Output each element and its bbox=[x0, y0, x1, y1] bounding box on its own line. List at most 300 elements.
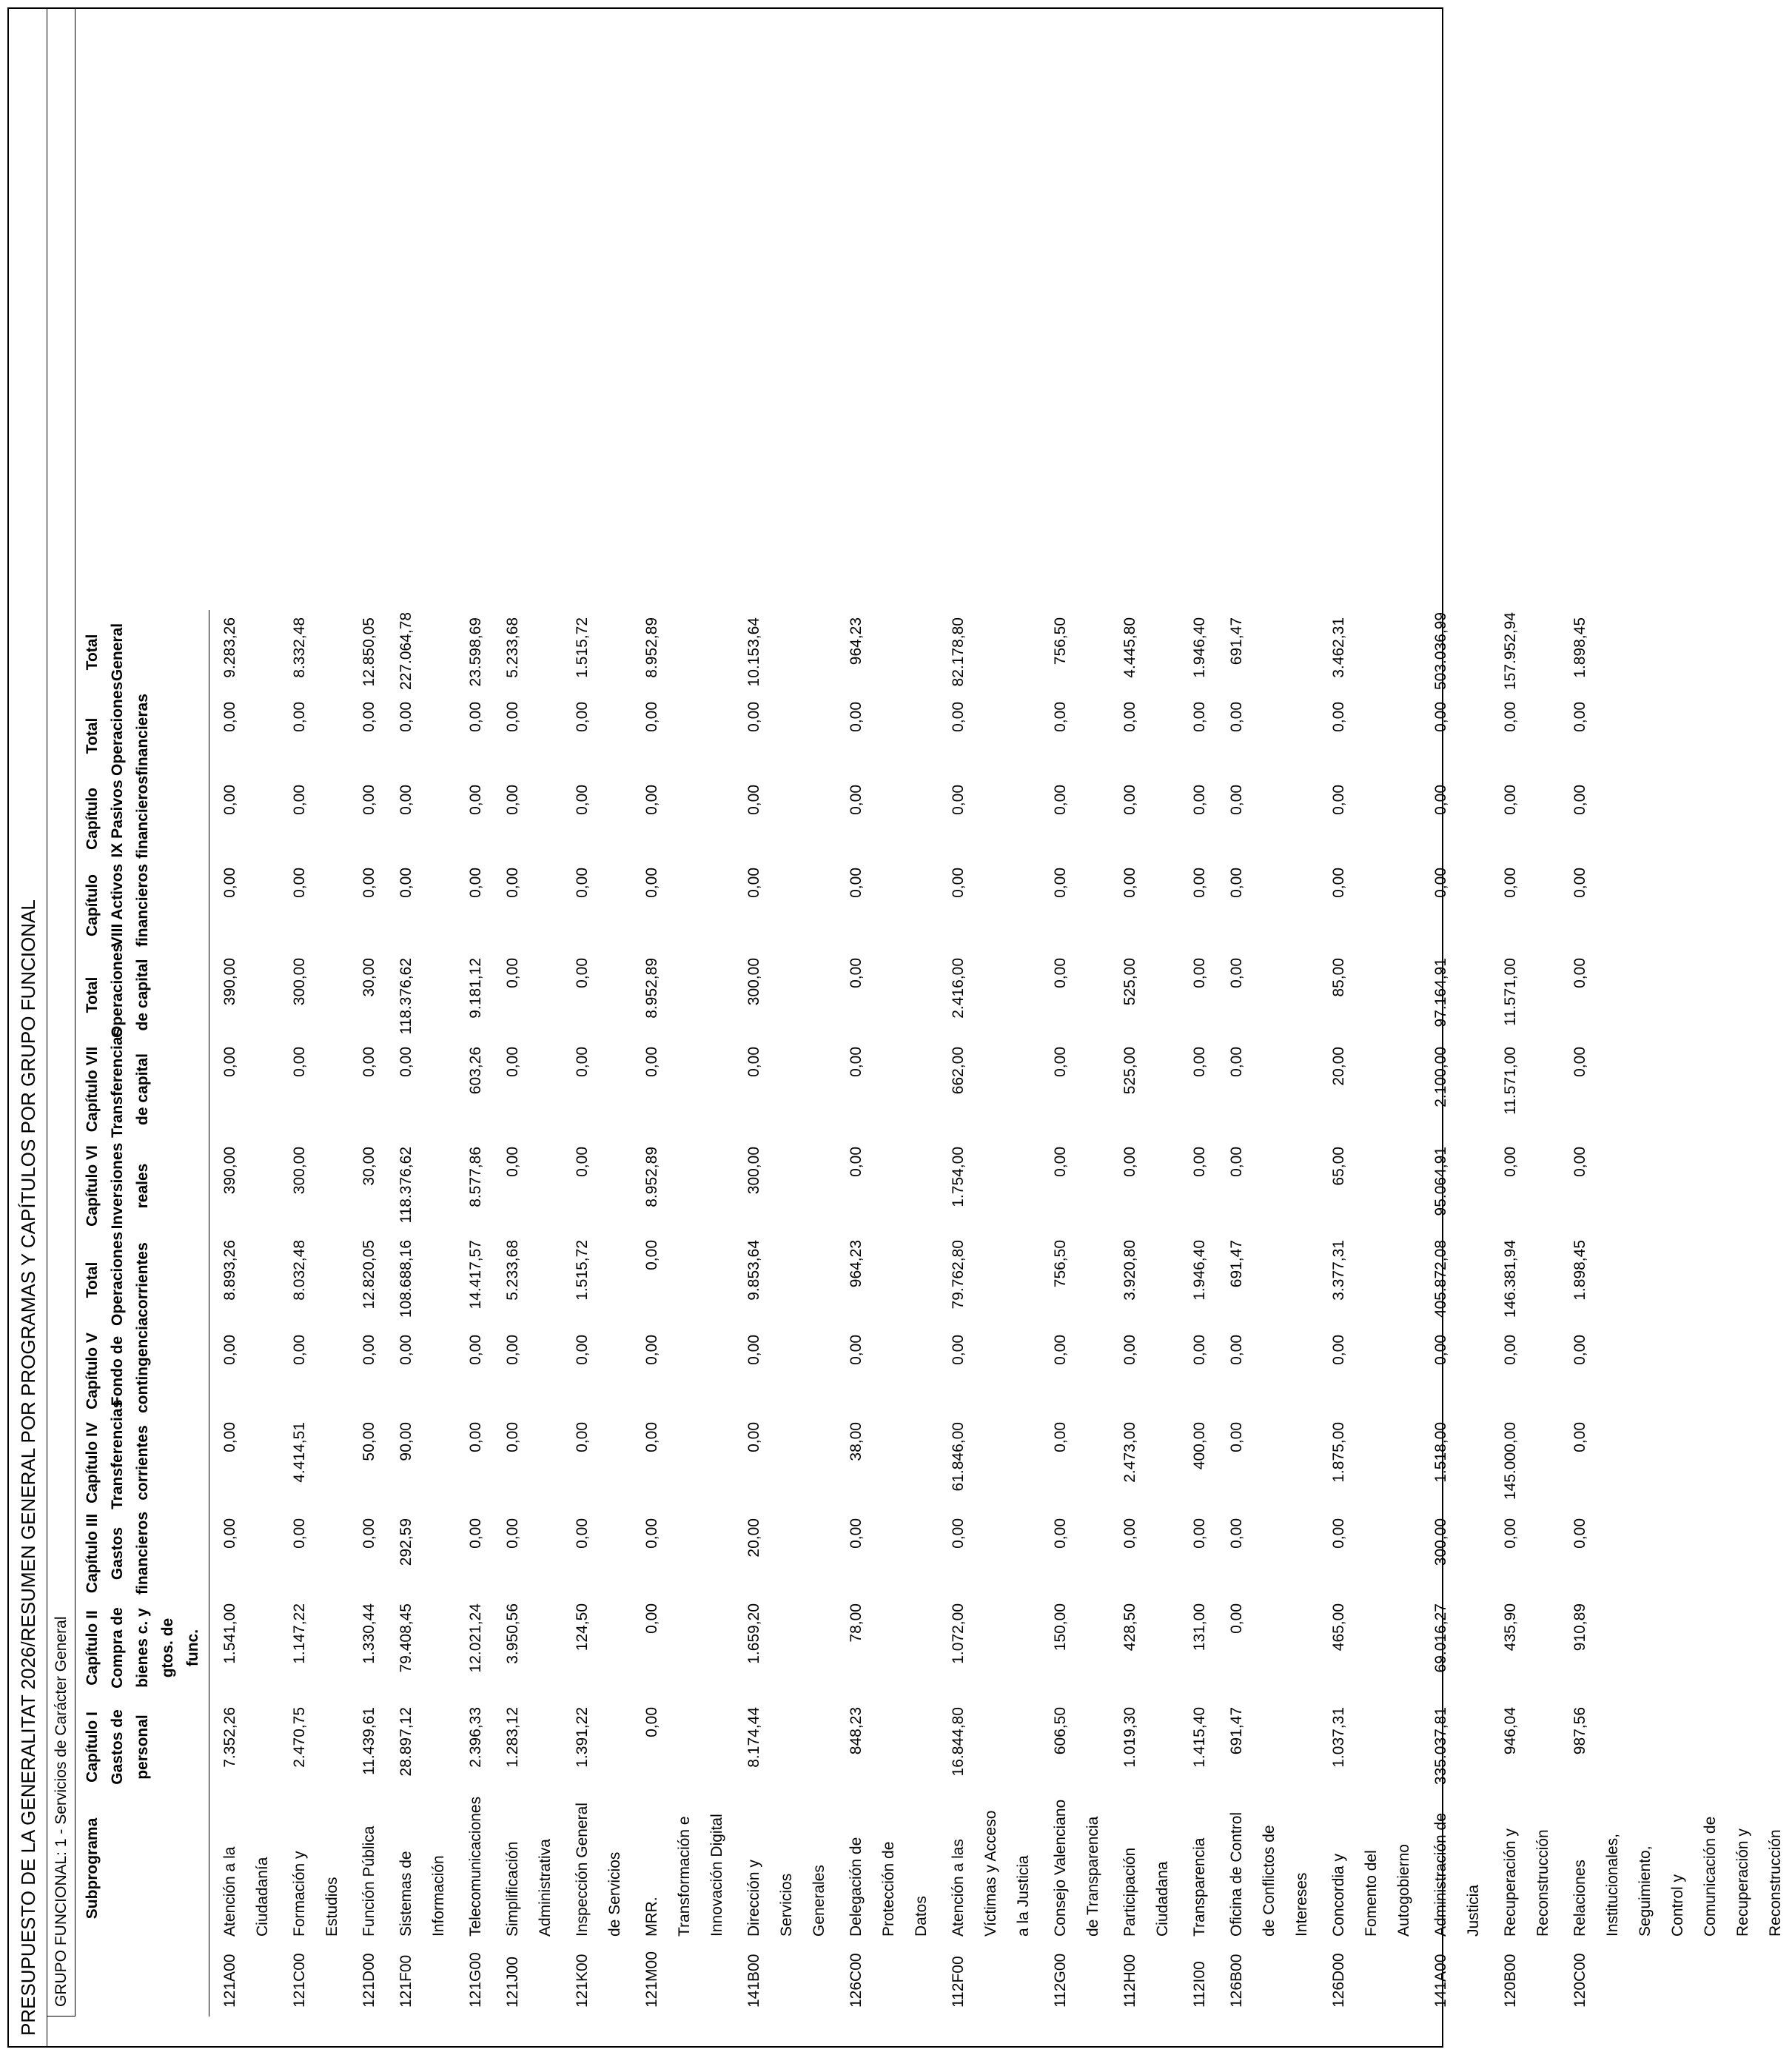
amount-cell: 0,00 bbox=[291, 785, 308, 815]
amount-cell: 1.147,22 bbox=[291, 1603, 308, 1664]
amount-cell: 0,00 bbox=[848, 1047, 865, 1077]
amount-cell: 606,50 bbox=[1052, 1707, 1069, 1755]
subprogram-code: 121A00 bbox=[221, 1954, 238, 2008]
table-row bbox=[938, 610, 1040, 2017]
amount-cell: 69.016,27 bbox=[1432, 1603, 1449, 1673]
amount-cell: 0,00 bbox=[467, 868, 484, 898]
amount-cell: 11.439,61 bbox=[360, 1707, 377, 1775]
amount-cell: 0,00 bbox=[574, 1147, 591, 1177]
amount-cell: 0,00 bbox=[643, 1240, 660, 1270]
header-code-column bbox=[75, 1942, 209, 2017]
amount-cell: 0,00 bbox=[745, 785, 762, 815]
subprogram-code: 112G00 bbox=[1052, 1953, 1069, 2008]
amount-cell: 8.952,89 bbox=[643, 958, 660, 1019]
amount-cell: 30,00 bbox=[360, 958, 377, 997]
amount-cell: 20,00 bbox=[1330, 1047, 1347, 1086]
amount-cell: 0,00 bbox=[745, 1335, 762, 1365]
amount-cell: 9.853,64 bbox=[745, 1240, 762, 1301]
subprogram-name: Concordia y Fomento del Autogobierno bbox=[1330, 1844, 1412, 1937]
subprogram-code: 120B00 bbox=[1502, 1954, 1519, 2008]
amount-cell: 0,00 bbox=[574, 785, 591, 815]
amount-cell: 0,00 bbox=[745, 868, 762, 898]
amount-cell: 10.153,64 bbox=[745, 617, 762, 687]
amount-cell: 0,00 bbox=[1228, 1047, 1245, 1077]
amount-cell: 82.178,80 bbox=[950, 617, 967, 687]
amount-cell: 0,00 bbox=[1121, 1335, 1138, 1365]
amount-cell: 2.473,00 bbox=[1121, 1422, 1138, 1483]
amount-cell: 1.283,12 bbox=[504, 1707, 521, 1768]
amount-cell: 0,00 bbox=[643, 1707, 660, 1737]
subprogram-code: 112H00 bbox=[1121, 1954, 1138, 2008]
subprogram-name: Atención a las Víctimas y Acceso a la Justicia bbox=[950, 1810, 1032, 1937]
amount-cell: 300,00 bbox=[291, 1147, 308, 1195]
subprogram-code: 121G00 bbox=[467, 1952, 484, 2008]
amount-cell: 0,00 bbox=[1191, 1335, 1208, 1365]
subprogram-code: 121M00 bbox=[643, 1951, 660, 2008]
amount-cell: 11.571,00 bbox=[1502, 1047, 1519, 1115]
amount-cell: 0,00 bbox=[643, 1335, 660, 1365]
amount-cell: 1.898,45 bbox=[1571, 617, 1588, 678]
amount-cell: 0,00 bbox=[848, 702, 865, 732]
amount-cell: 8.952,89 bbox=[643, 1147, 660, 1207]
amount-cell: 0,00 bbox=[221, 868, 238, 898]
subprogram-name: Función Pública bbox=[360, 1826, 377, 1937]
subprogram-name: Transparencia bbox=[1191, 1837, 1208, 1937]
amount-cell: 118.376,62 bbox=[397, 958, 415, 1035]
amount-cell: 1.659,20 bbox=[745, 1603, 762, 1664]
amount-cell: 2.416,00 bbox=[950, 958, 967, 1019]
amount-cell: 0,00 bbox=[745, 1422, 762, 1452]
amount-cell: 0,00 bbox=[574, 702, 591, 732]
table-row bbox=[631, 610, 734, 2017]
subprogram-code: 120C00 bbox=[1571, 1953, 1588, 2008]
amount-cell: 1.515,72 bbox=[574, 617, 591, 678]
amount-cell: 150,00 bbox=[1052, 1603, 1069, 1652]
amount-cell: 0,00 bbox=[1121, 702, 1138, 732]
amount-cell: 0,00 bbox=[1502, 868, 1519, 898]
amount-cell: 0,00 bbox=[950, 785, 967, 815]
amount-cell: 1.754,00 bbox=[950, 1147, 967, 1207]
table-row bbox=[455, 610, 492, 2017]
amount-cell: 8.952,89 bbox=[643, 617, 660, 678]
amount-cell: 1.518,00 bbox=[1432, 1422, 1449, 1483]
amount-cell: 0,00 bbox=[1052, 1147, 1069, 1177]
amount-cell: 0,00 bbox=[1052, 1335, 1069, 1365]
amount-cell: 603,26 bbox=[467, 1047, 484, 1095]
amount-cell: 0,00 bbox=[1121, 1147, 1138, 1177]
amount-cell: 0,00 bbox=[360, 868, 377, 898]
amount-cell: 8.332,48 bbox=[291, 617, 308, 678]
amount-cell: 0,00 bbox=[504, 1047, 521, 1077]
amount-cell: 0,00 bbox=[221, 702, 238, 732]
subprogram-name: Telecomunicaciones bbox=[467, 1796, 484, 1937]
amount-cell: 0,00 bbox=[1228, 1147, 1245, 1177]
amount-cell: 0,00 bbox=[1502, 785, 1519, 815]
amount-cell: 14.417,57 bbox=[467, 1240, 484, 1310]
amount-cell: 0,00 bbox=[1228, 1518, 1245, 1549]
amount-cell: 0,00 bbox=[1432, 868, 1449, 898]
amount-cell: 0,00 bbox=[397, 868, 415, 898]
column-header: Total General bbox=[75, 610, 209, 694]
amount-cell: 300,00 bbox=[745, 958, 762, 1006]
subprogram-name: Participación Ciudadana bbox=[1121, 1847, 1171, 1937]
subprogram-code: 126B00 bbox=[1228, 1954, 1245, 2008]
amount-cell: 0,00 bbox=[1432, 785, 1449, 815]
amount-cell: 0,00 bbox=[221, 1047, 238, 1077]
header-subprograma: Subprograma bbox=[75, 1794, 209, 1942]
amount-cell: 124,50 bbox=[574, 1603, 591, 1652]
subprogram-code: 121J00 bbox=[504, 1957, 521, 2008]
amount-cell: 1.415,40 bbox=[1191, 1707, 1208, 1768]
subprogram-code: 141B00 bbox=[745, 1954, 762, 2008]
amount-cell: 0,00 bbox=[1191, 958, 1208, 988]
amount-cell: 0,00 bbox=[1571, 958, 1588, 988]
subprogram-code: 112I00 bbox=[1191, 1961, 1208, 2008]
amount-cell: 0,00 bbox=[291, 1047, 308, 1077]
amount-cell: 0,00 bbox=[1121, 868, 1138, 898]
amount-cell: 0,00 bbox=[1228, 1603, 1245, 1634]
amount-cell: 405.872,08 bbox=[1432, 1240, 1449, 1318]
table-row bbox=[1110, 610, 1179, 2017]
amount-cell: 0,00 bbox=[504, 1147, 521, 1177]
subprogram-code: 112F00 bbox=[950, 1956, 967, 2008]
amount-cell: 1.330,44 bbox=[360, 1603, 377, 1664]
amount-cell: 0,00 bbox=[848, 1518, 865, 1549]
amount-cell: 0,00 bbox=[360, 1335, 377, 1365]
amount-cell: 0,00 bbox=[643, 1047, 660, 1077]
amount-cell: 503.036,99 bbox=[1432, 611, 1449, 690]
amount-cell: 0,00 bbox=[574, 958, 591, 988]
amount-cell: 0,00 bbox=[643, 1518, 660, 1549]
amount-cell: 78,00 bbox=[848, 1603, 865, 1643]
amount-cell: 525,00 bbox=[1121, 958, 1138, 1006]
amount-cell: 0,00 bbox=[848, 1335, 865, 1365]
amount-cell: 5.233,68 bbox=[504, 617, 521, 678]
amount-cell: 525,00 bbox=[1121, 1047, 1138, 1095]
amount-cell: 97.164,91 bbox=[1432, 958, 1449, 1028]
subprogram-name: Inspección General de Servicios bbox=[574, 1803, 623, 1937]
amount-cell: 11.571,00 bbox=[1502, 958, 1519, 1026]
amount-cell: 1.072,00 bbox=[950, 1603, 967, 1664]
table-header-row bbox=[75, 610, 209, 2017]
amount-cell: 3.462,31 bbox=[1330, 617, 1347, 678]
amount-cell: 428,50 bbox=[1121, 1603, 1138, 1652]
amount-cell: 0,00 bbox=[467, 785, 484, 815]
column-header: Capítulo VI Inversiones reales bbox=[75, 1139, 209, 1233]
column-header: Total Operaciones de capital bbox=[75, 951, 209, 1039]
amount-cell: 0,00 bbox=[397, 785, 415, 815]
amount-cell: 0,00 bbox=[1052, 1422, 1069, 1452]
amount-cell: 0,00 bbox=[467, 1335, 484, 1365]
amount-cell: 0,00 bbox=[1571, 868, 1588, 898]
amount-cell: 0,00 bbox=[745, 702, 762, 732]
amount-cell: 0,00 bbox=[643, 868, 660, 898]
amount-cell: 0,00 bbox=[848, 958, 865, 988]
subprogram-code: 126C00 bbox=[848, 1953, 865, 2008]
amount-cell: 0,00 bbox=[504, 958, 521, 988]
amount-cell: 0,00 bbox=[1228, 702, 1245, 732]
amount-cell: 0,00 bbox=[643, 1603, 660, 1634]
amount-cell: 4.445,80 bbox=[1121, 617, 1138, 678]
amount-cell: 0,00 bbox=[1571, 1518, 1588, 1549]
amount-cell: 0,00 bbox=[291, 1518, 308, 1549]
amount-cell: 0,00 bbox=[1052, 1518, 1069, 1549]
amount-cell: 0,00 bbox=[1432, 702, 1449, 732]
amount-cell: 1.037,31 bbox=[1330, 1707, 1347, 1768]
amount-cell: 0,00 bbox=[1502, 1518, 1519, 1549]
amount-cell: 465,00 bbox=[1330, 1603, 1347, 1652]
amount-cell: 0,00 bbox=[1228, 1335, 1245, 1365]
amount-cell: 227.064,78 bbox=[397, 611, 415, 690]
amount-cell: 12.820,05 bbox=[360, 1240, 377, 1310]
table-row bbox=[1216, 610, 1318, 2017]
amount-cell: 0,00 bbox=[848, 1147, 865, 1177]
table-body bbox=[209, 610, 1792, 2017]
grupo-funcional-label: GRUPO FUNCIONAL: 1 - Servicios de Carácter General bbox=[47, 9, 75, 2017]
amount-cell: 0,00 bbox=[397, 1047, 415, 1077]
amount-cell: 108.688,16 bbox=[397, 1240, 415, 1318]
column-header: Capítulo IX Pasivos financieros bbox=[75, 777, 209, 860]
amount-cell: 0,00 bbox=[574, 1047, 591, 1077]
amount-cell: 946,04 bbox=[1502, 1707, 1519, 1755]
amount-cell: 61.846,00 bbox=[950, 1422, 967, 1492]
amount-cell: 0,00 bbox=[950, 702, 967, 732]
amount-cell: 300,00 bbox=[1432, 1518, 1449, 1566]
table-row bbox=[562, 610, 631, 2017]
amount-cell: 0,00 bbox=[1191, 1518, 1208, 1549]
amount-cell: 0,00 bbox=[1052, 785, 1069, 815]
amount-cell: 8.174,44 bbox=[745, 1707, 762, 1768]
amount-cell: 0,00 bbox=[1571, 1422, 1588, 1452]
subprogram-name: MRR. Transformación e Innovación Digital bbox=[643, 1814, 725, 1937]
subprogram-name: Recuperación y Reconstrucción bbox=[1502, 1828, 1551, 1937]
amount-cell: 95.064,91 bbox=[1432, 1147, 1449, 1216]
amount-cell: 0,00 bbox=[1502, 1147, 1519, 1177]
amount-cell: 38,00 bbox=[848, 1422, 865, 1461]
amount-cell: 435,90 bbox=[1502, 1603, 1519, 1652]
amount-cell: 30,00 bbox=[360, 1147, 377, 1186]
amount-cell: 2.100,00 bbox=[1432, 1047, 1449, 1107]
amount-cell: 0,00 bbox=[1052, 702, 1069, 732]
amount-cell: 0,00 bbox=[1571, 1047, 1588, 1077]
amount-cell: 0,00 bbox=[504, 785, 521, 815]
amount-cell: 12.021,24 bbox=[467, 1603, 484, 1673]
amount-cell: 3.950,56 bbox=[504, 1603, 521, 1664]
amount-cell: 0,00 bbox=[1121, 1518, 1138, 1549]
amount-cell: 662,00 bbox=[950, 1047, 967, 1095]
amount-cell: 79.408,45 bbox=[397, 1603, 415, 1673]
amount-cell: 0,00 bbox=[467, 1422, 484, 1452]
amount-cell: 0,00 bbox=[1052, 958, 1069, 988]
amount-cell: 0,00 bbox=[643, 702, 660, 732]
amount-cell: 0,00 bbox=[1502, 702, 1519, 732]
amount-cell: 0,00 bbox=[1571, 785, 1588, 815]
amount-cell: 16.844,80 bbox=[950, 1707, 967, 1777]
amount-cell: 0,00 bbox=[504, 868, 521, 898]
subprogram-name: Formación y Estudios bbox=[291, 1851, 340, 1937]
amount-cell: 756,50 bbox=[1052, 1240, 1069, 1288]
amount-cell: 0,00 bbox=[1330, 868, 1347, 898]
subprogram-code: 121F00 bbox=[397, 1954, 415, 2008]
column-header: Capítulo II Compra de bienes c. y gtos. de func. bbox=[75, 1596, 209, 1700]
amount-cell: 0,00 bbox=[397, 702, 415, 732]
amount-cell: 964,23 bbox=[848, 1240, 865, 1288]
amount-cell: 0,00 bbox=[1330, 1335, 1347, 1365]
amount-cell: 300,00 bbox=[745, 1147, 762, 1195]
amount-cell: 118.376,62 bbox=[397, 1147, 415, 1224]
amount-cell: 0,00 bbox=[574, 1335, 591, 1365]
column-header: Capítulo VIII Activos financieros bbox=[75, 860, 209, 951]
amount-cell: 0,00 bbox=[1191, 1147, 1208, 1177]
amount-cell: 0,00 bbox=[1052, 1047, 1069, 1077]
amount-cell: 7.352,26 bbox=[221, 1707, 238, 1768]
amount-cell: 0,00 bbox=[1228, 1422, 1245, 1452]
amount-cell: 691,47 bbox=[1228, 1707, 1245, 1755]
amount-cell: 8.893,26 bbox=[221, 1240, 238, 1301]
table-row bbox=[349, 610, 386, 2017]
table-row bbox=[279, 610, 349, 2017]
amount-cell: 0,00 bbox=[397, 1335, 415, 1365]
amount-cell: 691,47 bbox=[1228, 617, 1245, 666]
amount-cell: 390,00 bbox=[221, 958, 238, 1006]
subprogram-name: Delegación de Protección de Datos bbox=[848, 1837, 930, 1937]
amount-cell: 1.515,72 bbox=[574, 1240, 591, 1301]
amount-cell: 28.897,12 bbox=[397, 1707, 415, 1777]
amount-cell: 0,00 bbox=[848, 785, 865, 815]
budget-table-wrapper bbox=[75, 610, 1792, 2017]
amount-cell: 964,23 bbox=[848, 617, 865, 666]
amount-cell: 0,00 bbox=[1228, 868, 1245, 898]
amount-cell: 400,00 bbox=[1191, 1422, 1208, 1470]
amount-cell: 131,00 bbox=[1191, 1603, 1208, 1652]
amount-cell: 0,00 bbox=[1228, 958, 1245, 988]
document-frame bbox=[7, 7, 1784, 2048]
column-header: Capítulo III Gastos financieros bbox=[75, 1511, 209, 1596]
column-header: Capítulo I Gastos de personal bbox=[75, 1700, 209, 1794]
amount-cell: 2.396,33 bbox=[467, 1707, 484, 1768]
amount-cell: 0,00 bbox=[1121, 785, 1138, 815]
amount-cell: 0,00 bbox=[1330, 785, 1347, 815]
amount-cell: 0,00 bbox=[1052, 868, 1069, 898]
amount-cell: 157.952,94 bbox=[1502, 611, 1519, 690]
amount-cell: 0,00 bbox=[360, 1047, 377, 1077]
budget-table bbox=[75, 610, 1792, 2017]
amount-cell: 756,50 bbox=[1052, 617, 1069, 666]
amount-cell: 0,00 bbox=[291, 702, 308, 732]
table-row bbox=[209, 610, 280, 2017]
table-row bbox=[1040, 610, 1110, 2017]
subprogram-name: Oficina de Control de Conflictos de Intereses bbox=[1228, 1811, 1310, 1937]
amount-cell: 0,00 bbox=[574, 1518, 591, 1549]
amount-cell: 3.377,31 bbox=[1330, 1240, 1347, 1301]
table-row bbox=[1560, 610, 1792, 2017]
subprogram-code: 141A00 bbox=[1432, 1954, 1449, 2008]
amount-cell: 0,00 bbox=[950, 1518, 967, 1549]
amount-cell: 0,00 bbox=[574, 1422, 591, 1452]
table-row bbox=[836, 610, 938, 2017]
amount-cell: 0,00 bbox=[1191, 702, 1208, 732]
subprogram-name: Administración de Justicia bbox=[1432, 1813, 1482, 1937]
amount-cell: 1.946,40 bbox=[1191, 617, 1208, 678]
amount-cell: 0,00 bbox=[1228, 785, 1245, 815]
amount-cell: 0,00 bbox=[1191, 785, 1208, 815]
table-row bbox=[1179, 610, 1216, 2017]
table-row bbox=[492, 610, 562, 2017]
amount-cell: 0,00 bbox=[1432, 1335, 1449, 1365]
amount-cell: 0,00 bbox=[221, 785, 238, 815]
amount-cell: 910,89 bbox=[1571, 1603, 1588, 1652]
subprogram-name: Dirección y Servicios Generales bbox=[745, 1860, 828, 1937]
amount-cell: 1.019,30 bbox=[1121, 1707, 1138, 1768]
amount-cell: 0,00 bbox=[950, 1335, 967, 1365]
amount-cell: 0,00 bbox=[1330, 702, 1347, 732]
table-row bbox=[1318, 610, 1420, 2017]
amount-cell: 20,00 bbox=[745, 1518, 762, 1558]
subprogram-name: Relaciones Institucionales, Seguimiento, Control y Comunicación de Recuperación y Reconstrucción bbox=[1571, 1816, 1784, 1937]
amount-cell: 691,47 bbox=[1228, 1240, 1245, 1288]
amount-cell: 5.233,68 bbox=[504, 1240, 521, 1301]
column-header: Capítulo VII Transferencias de capital bbox=[75, 1039, 209, 1139]
amount-cell: 0,00 bbox=[950, 868, 967, 898]
amount-cell: 848,23 bbox=[848, 1707, 865, 1755]
amount-cell: 9.283,26 bbox=[221, 617, 238, 678]
column-header: Total Operaciones financieras bbox=[75, 694, 209, 777]
subprogram-name: Sistemas de Información bbox=[397, 1851, 447, 1937]
amount-cell: 9.181,12 bbox=[467, 958, 484, 1019]
amount-cell: 12.850,05 bbox=[360, 617, 377, 687]
amount-cell: 335.037,81 bbox=[1432, 1707, 1449, 1786]
amount-cell: 0,00 bbox=[1571, 702, 1588, 732]
amount-cell: 0,00 bbox=[360, 785, 377, 815]
subprogram-code: 121C00 bbox=[291, 1953, 308, 2008]
amount-cell: 987,56 bbox=[1571, 1707, 1588, 1755]
amount-cell: 0,00 bbox=[221, 1422, 238, 1452]
subprogram-name: Atención a la Ciudadanía bbox=[221, 1846, 271, 1937]
amount-cell: 0,00 bbox=[221, 1335, 238, 1365]
amount-cell: 4.414,51 bbox=[291, 1422, 308, 1483]
subprogram-code: 121K00 bbox=[574, 1954, 591, 2008]
amount-cell: 8.577,86 bbox=[467, 1147, 484, 1207]
subprogram-code: 121D00 bbox=[360, 1953, 377, 2008]
amount-cell: 0,00 bbox=[1502, 1335, 1519, 1365]
amount-cell: 0,00 bbox=[504, 1335, 521, 1365]
amount-cell: 0,00 bbox=[360, 702, 377, 732]
amount-cell: 0,00 bbox=[221, 1518, 238, 1549]
amount-cell: 0,00 bbox=[1571, 1335, 1588, 1365]
amount-cell: 0,00 bbox=[643, 785, 660, 815]
amount-cell: 1.946,40 bbox=[1191, 1240, 1208, 1301]
amount-cell: 0,00 bbox=[504, 1518, 521, 1549]
amount-cell: 0,00 bbox=[1191, 1047, 1208, 1077]
amount-cell: 1.898,45 bbox=[1571, 1240, 1588, 1301]
amount-cell: 0,00 bbox=[1191, 868, 1208, 898]
table-row bbox=[734, 610, 836, 2017]
amount-cell: 65,00 bbox=[1330, 1147, 1347, 1186]
amount-cell: 0,00 bbox=[1571, 1147, 1588, 1177]
amount-cell: 0,00 bbox=[291, 868, 308, 898]
amount-cell: 0,00 bbox=[574, 868, 591, 898]
table-row bbox=[386, 610, 455, 2017]
amount-cell: 0,00 bbox=[504, 1422, 521, 1452]
amount-cell: 23.598,69 bbox=[467, 617, 484, 687]
amount-cell: 145.000,00 bbox=[1502, 1422, 1519, 1501]
amount-cell: 90,00 bbox=[397, 1422, 415, 1461]
amount-cell: 0,00 bbox=[291, 1335, 308, 1365]
subprogram-name: Consejo Valenciano de Transparencia bbox=[1052, 1799, 1101, 1937]
amount-cell: 3.920,80 bbox=[1121, 1240, 1138, 1301]
amount-cell: 85,00 bbox=[1330, 958, 1347, 997]
amount-cell: 146.381,94 bbox=[1502, 1240, 1519, 1318]
